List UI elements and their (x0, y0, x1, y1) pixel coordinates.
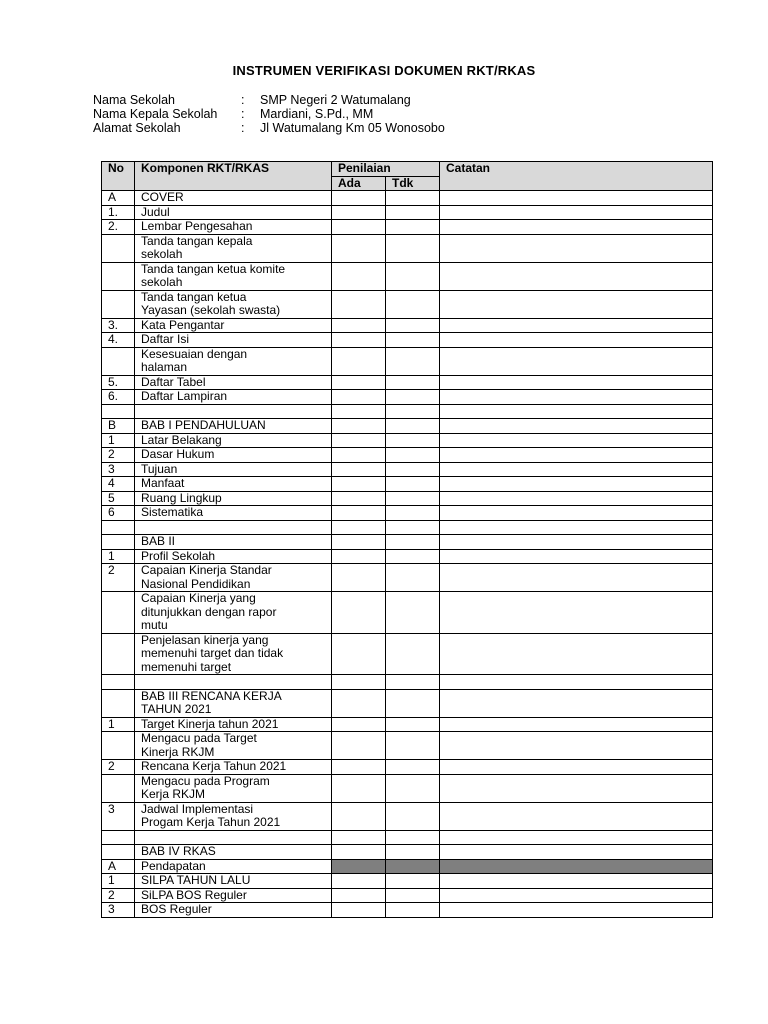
catatan-cell[interactable] (440, 520, 713, 535)
ada-cell[interactable] (332, 491, 386, 506)
row-component (135, 633, 332, 675)
component-text: Ruang Lingkup (141, 490, 222, 505)
component-text (141, 831, 331, 845)
row-no: 1 (102, 717, 135, 732)
row-no: 3 (102, 462, 135, 477)
catatan-cell[interactable] (440, 830, 713, 845)
row-component (135, 375, 332, 390)
row-component (135, 888, 332, 903)
row-no (102, 830, 135, 845)
table-row (102, 318, 713, 333)
row-no: 1 (102, 433, 135, 448)
table-row (102, 874, 713, 889)
info-row-principal (93, 107, 445, 121)
catatan-cell[interactable] (440, 760, 713, 775)
catatan-cell[interactable] (440, 675, 713, 690)
row-no: 2 (102, 564, 135, 592)
row-component (135, 234, 332, 262)
row-component (135, 262, 332, 290)
table-row (102, 633, 713, 675)
table-row (102, 520, 713, 535)
catatan-cell[interactable] (440, 448, 713, 463)
table-row (102, 732, 713, 760)
ada-cell[interactable] (332, 462, 386, 477)
catatan-cell[interactable] (440, 318, 713, 333)
component-text: Pendapatan (141, 858, 206, 873)
row-component (135, 689, 332, 717)
row-no: B (102, 419, 135, 434)
table-row (102, 491, 713, 506)
ada-cell[interactable] (332, 845, 386, 860)
catatan-cell[interactable] (440, 774, 713, 802)
row-component (135, 347, 332, 375)
component-text (141, 405, 331, 419)
component-text: SiLPA BOS Reguler (141, 887, 247, 902)
catatan-cell[interactable] (440, 859, 713, 874)
catatan-cell[interactable] (440, 535, 713, 550)
ada-cell[interactable] (332, 404, 386, 419)
tdk-cell[interactable] (386, 903, 440, 918)
row-component (135, 462, 332, 477)
row-component (135, 903, 332, 918)
tdk-cell[interactable] (386, 520, 440, 535)
component-text: BAB I PENDAHULUAN (141, 418, 266, 432)
tdk-cell[interactable] (386, 205, 440, 220)
row-component (135, 549, 332, 564)
row-no: 1. (102, 205, 135, 220)
table-row (102, 549, 713, 564)
component-text: Lembar Pengesahan (141, 219, 253, 233)
ada-cell[interactable] (332, 689, 386, 717)
ada-cell[interactable] (332, 220, 386, 235)
ada-cell[interactable] (332, 888, 386, 903)
component-text: Daftar Isi (141, 332, 190, 346)
row-no (102, 404, 135, 419)
tdk-cell[interactable] (386, 390, 440, 405)
row-no: 4 (102, 477, 135, 492)
ada-cell[interactable] (332, 633, 386, 675)
component-text: Manfaat (141, 476, 185, 490)
ada-cell[interactable] (332, 549, 386, 564)
ada-cell[interactable] (332, 760, 386, 775)
row-component (135, 333, 332, 348)
row-component (135, 802, 332, 830)
component-text: Penjelasan kinerja yang memenuhi target dan tidak memenuhi target (141, 632, 284, 674)
table-row (102, 830, 713, 845)
row-no (102, 262, 135, 290)
component-text: Kata Pengantar (141, 317, 225, 332)
table-row (102, 375, 713, 390)
row-no: 6. (102, 390, 135, 405)
table-row (102, 859, 713, 874)
ada-cell[interactable] (332, 375, 386, 390)
row-component (135, 774, 332, 802)
verification-table (101, 161, 713, 918)
ada-cell[interactable] (332, 290, 386, 318)
component-text: Tanda tangan ketua Yayasan (sekolah swasta) (141, 289, 281, 317)
component-text (141, 521, 331, 535)
tdk-cell[interactable] (386, 191, 440, 206)
component-text: Daftar Tabel (141, 374, 206, 389)
catatan-cell[interactable] (440, 404, 713, 419)
header-catatan: Catatan (440, 162, 713, 191)
table-row (102, 462, 713, 477)
table-row (102, 845, 713, 860)
tdk-cell[interactable] (386, 234, 440, 262)
component-text: Dasar Hukum (141, 447, 215, 461)
table-row (102, 433, 713, 448)
row-component (135, 318, 332, 333)
info-value: Mardiani, S.Pd., MM (260, 107, 374, 121)
component-text: Target Kinerja tahun 2021 (141, 716, 279, 731)
row-component (135, 732, 332, 760)
table-row (102, 333, 713, 348)
component-text: Judul (141, 204, 170, 219)
tdk-cell[interactable] (386, 477, 440, 492)
ada-cell[interactable] (332, 234, 386, 262)
tdk-cell[interactable] (386, 732, 440, 760)
tdk-cell[interactable] (386, 491, 440, 506)
row-no: 3 (102, 903, 135, 918)
ada-cell[interactable] (332, 732, 386, 760)
catatan-cell[interactable] (440, 191, 713, 206)
component-text: Daftar Lampiran (141, 389, 228, 403)
ada-cell[interactable] (332, 390, 386, 405)
tdk-cell[interactable] (386, 633, 440, 675)
row-no: 2 (102, 448, 135, 463)
tdk-cell[interactable] (386, 404, 440, 419)
catatan-cell[interactable] (440, 390, 713, 405)
component-text: Kesesuaian dengan halaman (141, 346, 248, 374)
info-colon: : (241, 107, 245, 121)
table-row (102, 205, 713, 220)
tdk-cell[interactable] (386, 535, 440, 550)
catatan-cell[interactable] (440, 333, 713, 348)
row-component (135, 506, 332, 521)
catatan-cell[interactable] (440, 290, 713, 318)
catatan-cell[interactable] (440, 262, 713, 290)
table-row (102, 535, 713, 550)
row-component (135, 477, 332, 492)
ada-cell[interactable] (332, 774, 386, 802)
row-no: A (102, 859, 135, 874)
component-text: Tanda tangan kepala sekolah (141, 233, 253, 261)
ada-cell[interactable] (332, 448, 386, 463)
component-text: BAB IV RKAS (141, 844, 216, 858)
ada-cell[interactable] (332, 592, 386, 634)
catatan-cell[interactable] (440, 347, 713, 375)
component-text: Rencana Kerja Tahun 2021 (141, 759, 287, 773)
tdk-cell[interactable] (386, 433, 440, 448)
ada-cell[interactable] (332, 802, 386, 830)
component-text: Mengacu pada Program Kerja RKJM (141, 773, 270, 801)
ada-cell[interactable] (332, 520, 386, 535)
table-row (102, 220, 713, 235)
row-component (135, 592, 332, 634)
table-row (102, 404, 713, 419)
component-text: SILPA TAHUN LALU (141, 873, 251, 887)
catatan-cell[interactable] (440, 845, 713, 860)
tdk-cell[interactable] (386, 592, 440, 634)
catatan-cell[interactable] (440, 633, 713, 675)
component-text: BAB III RENCANA KERJA TAHUN 2021 (141, 688, 282, 716)
table-row (102, 802, 713, 830)
table-row (102, 774, 713, 802)
tdk-cell[interactable] (386, 874, 440, 889)
table-row (102, 290, 713, 318)
catatan-cell[interactable] (440, 375, 713, 390)
ada-cell[interactable] (332, 433, 386, 448)
catatan-cell[interactable] (440, 433, 713, 448)
info-row-school-name (93, 93, 445, 107)
tdk-cell[interactable] (386, 802, 440, 830)
table-row (102, 390, 713, 405)
row-no: 5 (102, 491, 135, 506)
table-row (102, 262, 713, 290)
component-text (141, 675, 331, 689)
row-no: 2 (102, 760, 135, 775)
catatan-cell[interactable] (440, 592, 713, 634)
info-value: SMP Negeri 2 Watumalang (260, 93, 411, 107)
row-no (102, 290, 135, 318)
ada-cell[interactable] (332, 506, 386, 521)
ada-cell[interactable] (332, 564, 386, 592)
catatan-cell[interactable] (440, 506, 713, 521)
table-row (102, 506, 713, 521)
info-value: Jl Watumalang Km 05 Wonosobo (260, 121, 445, 135)
row-component (135, 491, 332, 506)
row-component (135, 520, 332, 535)
tdk-cell[interactable] (386, 375, 440, 390)
tdk-cell[interactable] (386, 262, 440, 290)
ada-cell[interactable] (332, 859, 386, 874)
table-body (102, 191, 713, 918)
catatan-cell[interactable] (440, 732, 713, 760)
ada-cell[interactable] (332, 903, 386, 918)
header-row (102, 162, 713, 177)
row-component (135, 448, 332, 463)
ada-cell[interactable] (332, 717, 386, 732)
ada-cell[interactable] (332, 419, 386, 434)
catatan-cell[interactable] (440, 419, 713, 434)
table-row (102, 675, 713, 690)
row-component (135, 859, 332, 874)
tdk-cell[interactable] (386, 675, 440, 690)
row-component (135, 535, 332, 550)
component-text: Capaian Kinerja yang ditunjukkan dengan rapor mutu (141, 591, 277, 632)
row-no (102, 732, 135, 760)
row-no (102, 592, 135, 634)
component-text: Profil Sekolah (141, 548, 216, 563)
catatan-cell[interactable] (440, 564, 713, 592)
info-label: Alamat Sekolah (93, 121, 181, 135)
info-colon: : (241, 93, 245, 107)
catatan-cell[interactable] (440, 477, 713, 492)
tdk-cell[interactable] (386, 549, 440, 564)
row-component (135, 845, 332, 860)
row-no (102, 520, 135, 535)
row-component (135, 830, 332, 845)
info-label: Nama Kepala Sekolah (93, 107, 218, 121)
header-komponen: Komponen RKT/RKAS (135, 162, 332, 191)
row-no (102, 535, 135, 550)
catatan-cell[interactable] (440, 220, 713, 235)
row-no (102, 675, 135, 690)
tdk-cell[interactable] (386, 689, 440, 717)
row-component (135, 290, 332, 318)
row-no: 3. (102, 318, 135, 333)
row-no: 5. (102, 375, 135, 390)
row-component (135, 874, 332, 889)
row-component (135, 205, 332, 220)
table-row (102, 689, 713, 717)
row-no: 1 (102, 874, 135, 889)
row-component (135, 433, 332, 448)
header-tdk: Tdk (386, 176, 440, 191)
table-row (102, 477, 713, 492)
component-text: Tujuan (141, 461, 178, 476)
row-component (135, 419, 332, 434)
row-component (135, 390, 332, 405)
row-no (102, 633, 135, 675)
tdk-cell[interactable] (386, 774, 440, 802)
catatan-cell[interactable] (440, 234, 713, 262)
catatan-cell[interactable] (440, 802, 713, 830)
component-text: BOS Reguler (141, 902, 212, 916)
tdk-cell[interactable] (386, 220, 440, 235)
row-component (135, 717, 332, 732)
row-component (135, 191, 332, 206)
row-no: 1 (102, 549, 135, 564)
ada-cell[interactable] (332, 262, 386, 290)
component-text: Sistematika (141, 505, 204, 519)
ada-cell[interactable] (332, 874, 386, 889)
catatan-cell[interactable] (440, 874, 713, 889)
row-no (102, 689, 135, 717)
catatan-cell[interactable] (440, 717, 713, 732)
row-no: 3 (102, 802, 135, 830)
table-row (102, 564, 713, 592)
component-text: Tanda tangan ketua komite sekolah (141, 261, 286, 289)
ada-cell[interactable] (332, 830, 386, 845)
ada-cell[interactable] (332, 535, 386, 550)
ada-cell[interactable] (332, 477, 386, 492)
row-no: 4. (102, 333, 135, 348)
ada-cell[interactable] (332, 675, 386, 690)
info-label: Nama Sekolah (93, 93, 175, 107)
tdk-cell[interactable] (386, 419, 440, 434)
table-row (102, 419, 713, 434)
info-row-address (93, 121, 445, 135)
row-no: 2. (102, 220, 135, 235)
table-row (102, 448, 713, 463)
catatan-cell[interactable] (440, 205, 713, 220)
component-text: COVER (141, 190, 184, 204)
component-text: BAB II (141, 534, 176, 548)
tdk-cell[interactable] (386, 717, 440, 732)
info-colon: : (241, 121, 245, 135)
row-no (102, 845, 135, 860)
tdk-cell[interactable] (386, 318, 440, 333)
tdk-cell[interactable] (386, 462, 440, 477)
tdk-cell[interactable] (386, 347, 440, 375)
catatan-cell[interactable] (440, 549, 713, 564)
component-text: Capaian Kinerja Standar Nasional Pendidikan (141, 563, 272, 591)
ada-cell[interactable] (332, 318, 386, 333)
row-no (102, 234, 135, 262)
component-text: Mengacu pada Target Kinerja RKJM (141, 731, 257, 759)
school-info (93, 93, 445, 135)
row-component (135, 675, 332, 690)
row-component (135, 564, 332, 592)
catatan-cell[interactable] (440, 689, 713, 717)
ada-cell[interactable] (332, 205, 386, 220)
table-row (102, 234, 713, 262)
row-no: 2 (102, 888, 135, 903)
header-no: No (102, 162, 135, 191)
row-component (135, 404, 332, 419)
tdk-cell[interactable] (386, 448, 440, 463)
header-ada: Ada (332, 176, 386, 191)
table-row (102, 903, 713, 918)
table-row (102, 347, 713, 375)
header-penilaian: Penilaian (332, 162, 440, 177)
table-row (102, 888, 713, 903)
ada-cell[interactable] (332, 191, 386, 206)
tdk-cell[interactable] (386, 564, 440, 592)
ada-cell[interactable] (332, 347, 386, 375)
table-row (102, 717, 713, 732)
row-component (135, 220, 332, 235)
ada-cell[interactable] (332, 333, 386, 348)
catatan-cell[interactable] (440, 462, 713, 477)
page-title: INSTRUMEN VERIFIKASI DOKUMEN RKT/RKAS (232, 63, 536, 78)
component-text: Latar Belakang (141, 432, 222, 447)
tdk-cell[interactable] (386, 859, 440, 874)
row-component (135, 760, 332, 775)
catatan-cell[interactable] (440, 888, 713, 903)
tdk-cell[interactable] (386, 888, 440, 903)
tdk-cell[interactable] (386, 760, 440, 775)
row-no: 6 (102, 506, 135, 521)
table-row (102, 592, 713, 634)
catatan-cell[interactable] (440, 903, 713, 918)
component-text: Jadwal Implementasi Progam Kerja Tahun 2021 (141, 801, 281, 829)
catatan-cell[interactable] (440, 491, 713, 506)
table-row (102, 191, 713, 206)
row-no (102, 774, 135, 802)
tdk-cell[interactable] (386, 830, 440, 845)
table-row (102, 760, 713, 775)
tdk-cell[interactable] (386, 333, 440, 348)
row-no: A (102, 191, 135, 206)
tdk-cell[interactable] (386, 506, 440, 521)
tdk-cell[interactable] (386, 845, 440, 860)
tdk-cell[interactable] (386, 290, 440, 318)
row-no (102, 347, 135, 375)
